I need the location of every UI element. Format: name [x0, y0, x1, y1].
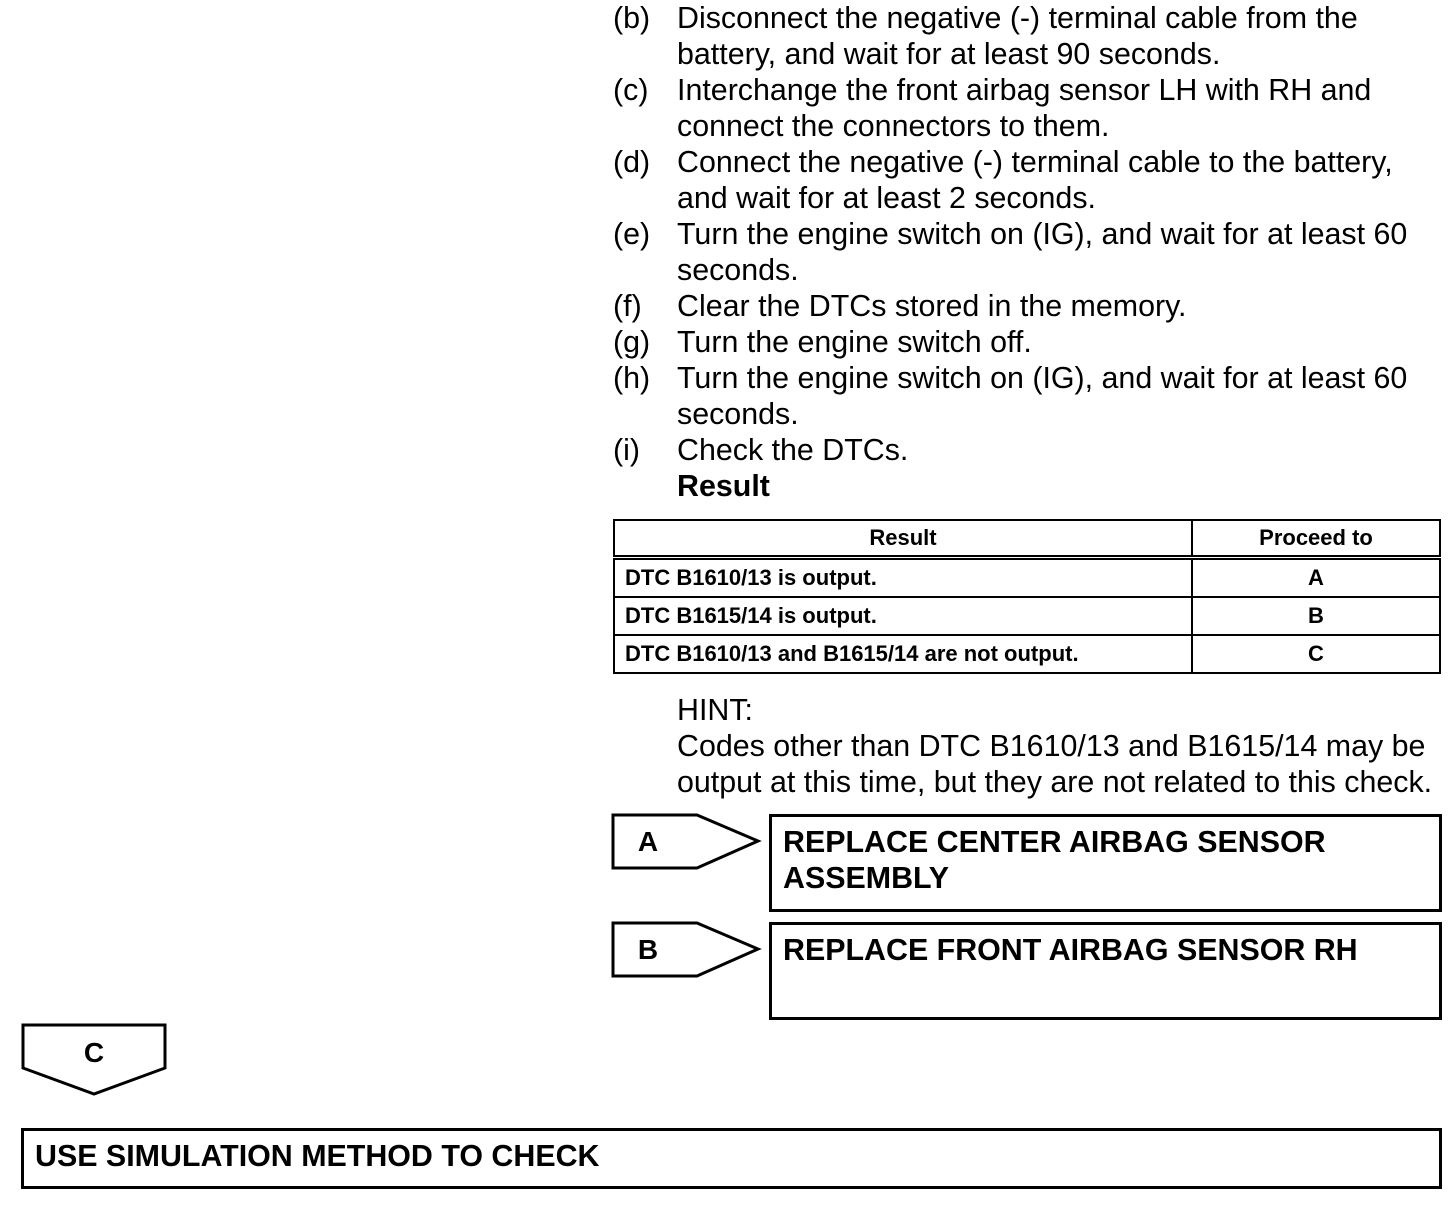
step-label: (g)	[613, 325, 651, 359]
step-line: Interchange the front airbag sensor LH with RH and	[677, 73, 1372, 107]
table-row	[614, 558, 1440, 598]
step-label: (d)	[613, 145, 651, 179]
result-cell: DTC B1610/13 is output.	[614, 558, 1192, 598]
step-label: (b)	[613, 1, 651, 35]
hint-note	[677, 692, 1432, 800]
proceed-to-cell: C	[1192, 635, 1440, 673]
step-line: Connect the negative (-) terminal cable to the battery,	[677, 145, 1393, 179]
step-label: (h)	[613, 361, 651, 395]
branch-a-action-box: REPLACE CENTER AIRBAG SENSOR ASSEMBLY	[769, 814, 1442, 912]
step-f	[613, 288, 1407, 324]
step-line: Disconnect the negative (-) terminal cable from the	[677, 1, 1358, 35]
proceed-to-cell: B	[1192, 597, 1440, 635]
hint-label: HINT:	[677, 693, 753, 727]
step-line: and wait for at least 2 seconds.	[677, 181, 1096, 215]
step-text	[677, 360, 1407, 432]
branch-b-tag-label: B	[637, 933, 659, 965]
step-d	[613, 144, 1407, 216]
branch-b-action-box: REPLACE FRONT AIRBAG SENSOR RH	[769, 922, 1442, 1020]
step-line: Clear the DTCs stored in the memory.	[677, 289, 1187, 323]
procedure-steps	[613, 0, 1407, 468]
column-header-proceed-to: Proceed to	[1192, 520, 1440, 558]
table-row	[614, 635, 1440, 673]
step-text	[677, 432, 908, 468]
proceed-to-cell: A	[1192, 558, 1440, 598]
table-row	[614, 597, 1440, 635]
step-b	[613, 0, 1407, 72]
step-h	[613, 360, 1407, 432]
step-e	[613, 216, 1407, 288]
step-text	[677, 216, 1407, 288]
result-table	[613, 519, 1441, 674]
step-i	[613, 432, 1407, 468]
step-text	[677, 72, 1371, 144]
step-label: (i)	[613, 433, 640, 467]
branch-c-tag-label: C	[83, 1037, 105, 1068]
step-c	[613, 72, 1407, 144]
step-label: (c)	[613, 73, 649, 107]
step-line: seconds.	[677, 397, 799, 431]
step-text	[677, 144, 1393, 216]
hint-line: Codes other than DTC B1610/13 and B1615/14 may be	[677, 729, 1426, 763]
hint-line: output at this time, but they are not related to this check.	[677, 765, 1433, 799]
step-line: battery, and wait for at least 90 seconds.	[677, 37, 1221, 71]
step-line: seconds.	[677, 253, 799, 287]
step-line: Check the DTCs.	[677, 433, 909, 467]
step-g	[613, 324, 1407, 360]
result-heading: Result	[677, 469, 770, 503]
step-line: connect the connectors to them.	[677, 109, 1110, 143]
step-text	[677, 324, 1032, 360]
column-header-result: Result	[614, 520, 1192, 558]
branch-a-tag-label: A	[637, 825, 659, 857]
step-text	[677, 288, 1187, 324]
step-line: Turn the engine switch on (IG), and wait for at least 60	[677, 217, 1408, 251]
branch-c-action-box: USE SIMULATION METHOD TO CHECK	[21, 1128, 1442, 1189]
step-text	[677, 0, 1358, 72]
step-line: Turn the engine switch on (IG), and wait for at least 60	[677, 361, 1408, 395]
step-label: (e)	[613, 217, 651, 251]
result-cell: DTC B1615/14 is output.	[614, 597, 1192, 635]
step-label: (f)	[613, 289, 642, 323]
result-cell: DTC B1610/13 and B1615/14 are not output.	[614, 635, 1192, 673]
table-header-row	[614, 520, 1440, 558]
step-line: Turn the engine switch off.	[677, 325, 1032, 359]
